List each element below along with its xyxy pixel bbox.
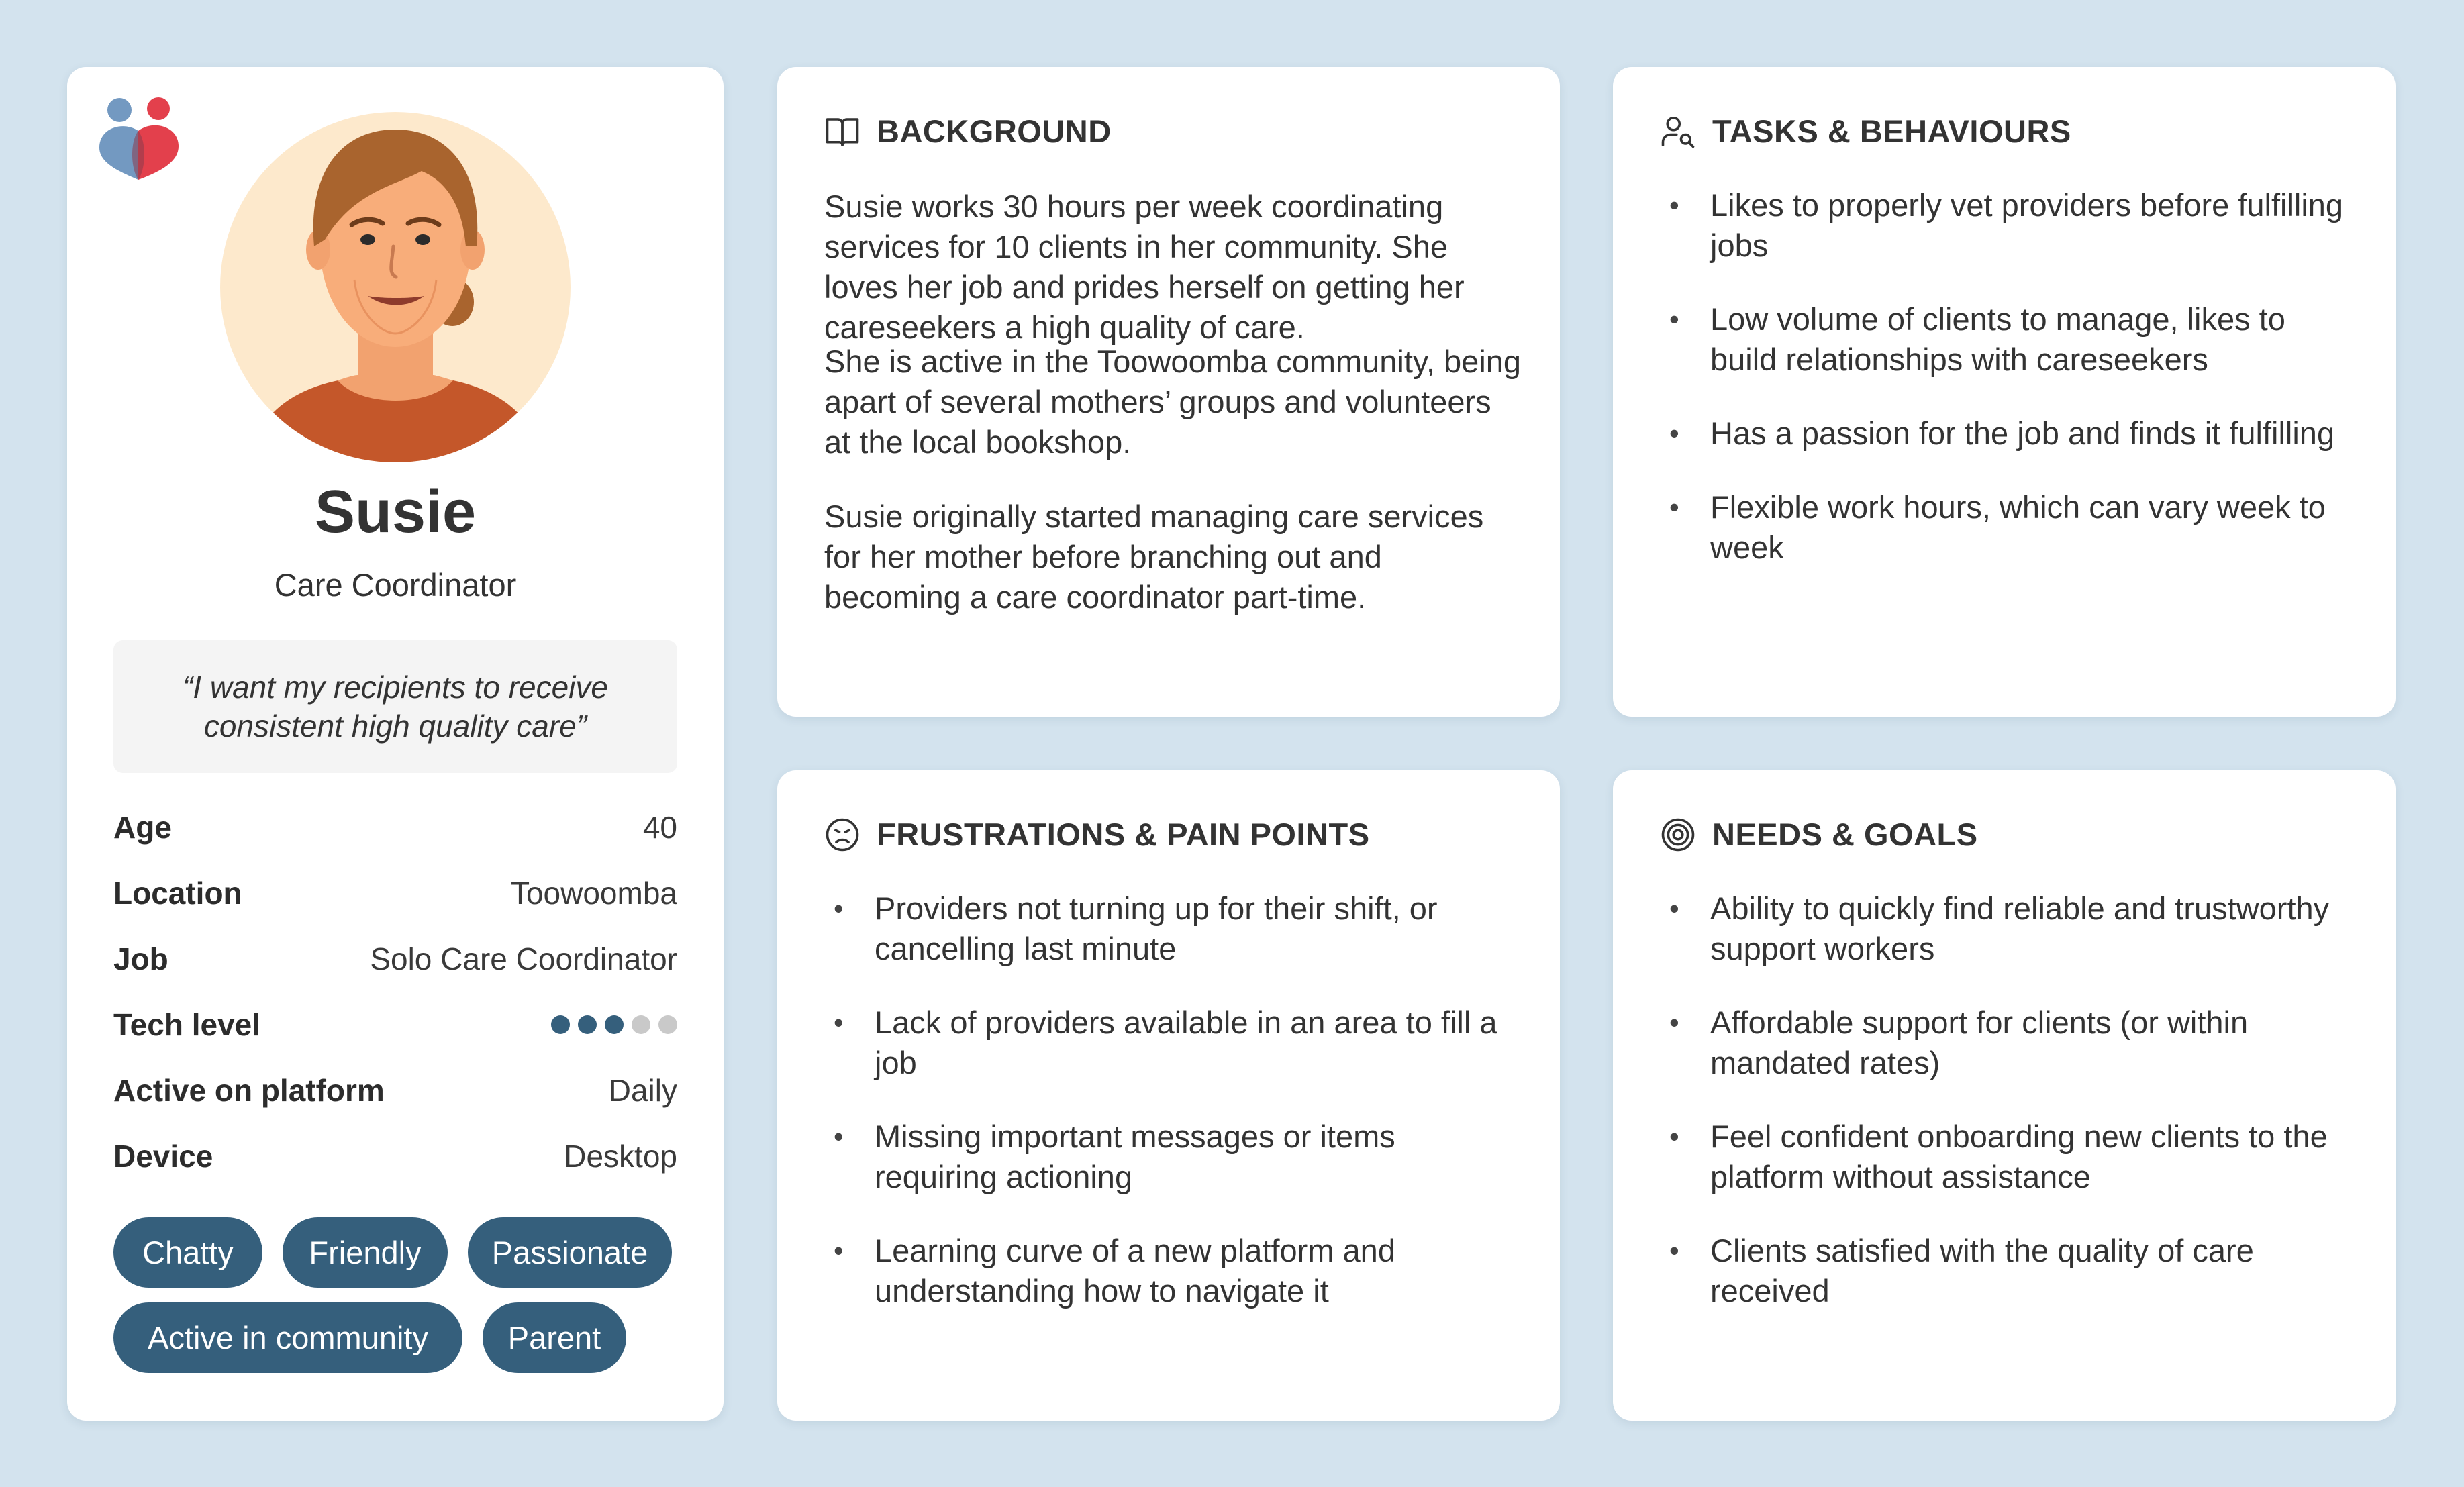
attribute-label: Device	[113, 1139, 213, 1174]
tech-level-rating	[551, 1015, 677, 1034]
tag-friendly: Friendly	[283, 1217, 448, 1288]
attribute-row-active-on-platform	[113, 1070, 677, 1111]
section-header	[1660, 113, 2071, 150]
list-item: • Feel confident onboarding new clients to the platform without assistance	[1660, 1117, 2345, 1197]
list-item: • Low volume of clients to manage, likes to build relationships with careseekers	[1660, 299, 2345, 380]
attribute-label: Job	[113, 941, 168, 976]
list-item: • Lack of providers available in an area to fill a job	[824, 1003, 1509, 1083]
list-item: • Clients satisfied with the quality of care received	[1660, 1231, 2345, 1311]
attribute-row-age	[113, 807, 677, 848]
persona-role: Care Coordinator	[274, 567, 517, 603]
tag-chatty: Chatty	[113, 1217, 262, 1288]
persona-avatar	[220, 112, 571, 462]
tech-level-dot	[658, 1015, 677, 1034]
persona-name: Susie	[314, 478, 477, 546]
user-search-icon	[1660, 113, 1696, 150]
persona-profile-card	[67, 67, 724, 1421]
background-card	[777, 67, 1560, 717]
list-item: • Likes to properly vet providers before fulfilling jobs	[1660, 185, 2345, 266]
section-title: TASKS & BEHAVIOURS	[1712, 113, 2071, 149]
attribute-label: Tech level	[113, 1007, 261, 1042]
brand-logo-icon	[97, 94, 181, 181]
frustrations-card	[777, 770, 1560, 1421]
frown-icon	[824, 817, 860, 853]
frustrations-list	[824, 888, 1509, 1345]
tag-parent: Parent	[483, 1302, 626, 1373]
attribute-value: 40	[642, 810, 677, 845]
list-item: • Missing important messages or items requiring actioning	[824, 1117, 1509, 1197]
attribute-row-location	[113, 873, 677, 913]
attribute-label: Age	[113, 810, 172, 845]
section-title: NEEDS & GOALS	[1712, 817, 1978, 852]
tech-level-dot	[632, 1015, 650, 1034]
section-title: BACKGROUND	[877, 113, 1112, 149]
tasks-list	[1660, 185, 2345, 601]
target-icon	[1660, 817, 1696, 853]
attribute-value: Solo Care Coordinator	[370, 941, 677, 976]
tech-level-dot	[551, 1015, 570, 1034]
persona-quote: “I want my recipients to receive consistent high quality care”	[113, 640, 677, 773]
list-item: • Ability to quickly find reliable and trustworthy support workers	[1660, 888, 2345, 969]
section-header	[824, 816, 1370, 853]
background-paragraph: Susie works 30 hours per week coordinating services for 10 clients in her community. She loves her job and prides herself on getting her careseekers a high quality of care.	[824, 189, 1465, 345]
attribute-value: Daily	[608, 1073, 677, 1108]
tech-level-dot	[578, 1015, 597, 1034]
list-item: • Learning curve of a new platform and understanding how to navigate it	[824, 1231, 1509, 1311]
attribute-value: Desktop	[564, 1139, 677, 1174]
needs-goals-card	[1613, 770, 2396, 1421]
background-paragraph: She is active in the Toowoomba community, being apart of several mothers’ groups and volunteers at the local bookshop.	[824, 344, 1522, 460]
attribute-label: Location	[113, 876, 242, 911]
section-header	[824, 113, 1112, 150]
section-title: FRUSTRATIONS & PAIN POINTS	[877, 817, 1370, 852]
attribute-label: Active on platform	[113, 1073, 385, 1108]
list-item: • Affordable support for clients (or within mandated rates)	[1660, 1003, 2345, 1083]
attribute-value: Toowoomba	[510, 876, 677, 911]
book-icon	[824, 113, 860, 150]
attribute-row-job	[113, 939, 677, 979]
attribute-row-tech-level	[113, 1005, 677, 1045]
list-item: • Providers not turning up for their shift, or cancelling last minute	[824, 888, 1509, 969]
tasks-behaviours-card	[1613, 67, 2396, 717]
background-paragraph: Susie originally started managing care services for her mother before branching out and becoming a care coordinator part-time.	[824, 499, 1484, 615]
tag-active-in-community: Active in community	[113, 1302, 462, 1373]
tag-passionate: Passionate	[468, 1217, 672, 1288]
list-item: • Has a passion for the job and finds it fulfilling	[1660, 413, 2345, 454]
list-item: • Flexible work hours, which can vary week to week	[1660, 487, 2345, 568]
attribute-row-device	[113, 1136, 677, 1176]
section-header	[1660, 816, 1978, 853]
tech-level-dot	[605, 1015, 624, 1034]
needs-list	[1660, 888, 2345, 1345]
